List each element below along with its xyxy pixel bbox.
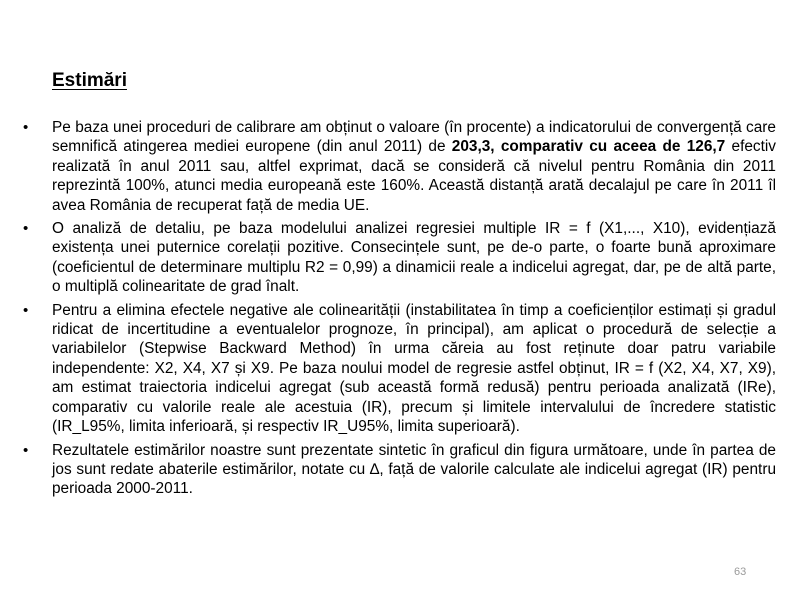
- bullet-dot: •: [23, 220, 29, 238]
- bullet-list: [20, 118, 776, 503]
- slide-title: Estimări: [52, 70, 127, 91]
- bullet-dot: •: [23, 119, 29, 136]
- bullet-item: [20, 441, 776, 499]
- bullet-dot: •: [23, 301, 29, 319]
- bullet-item: [20, 301, 776, 437]
- bullet-text: Rezultatele estimărilor noastre sunt prezentate sintetic în graficul din figura următoare, unde în partea de jos sunt redate abaterile estimărilor, notate cu ∆, față de valorile calculate ale indicelui agregat (IR) pentru perioada 2000-2011.: [52, 441, 776, 498]
- bullet-item: [20, 219, 776, 297]
- bullet-text: O analiză de detaliu, pe baza modelului analizei regresiei multiple IR = f (X1,..., X10), evidențiază existența unei puternice corelații pozitive. Consecințele sunt, pe de-o parte, o foarte bună aproximare (coeficientul de determinare multiplu R2 = 0,99) a dinamicii reale a indicelui agregat, dar, pe de altă parte, o multiplă colinearitate de grad înalt.: [52, 220, 776, 296]
- bullet-text-bold: 203,3, comparativ cu aceea de 126,7: [451, 138, 726, 156]
- bullet-text: Pe baza unei proceduri de calibrare am obținut o valoare (în procente) a indicatorului de convergență care semnifică atingerea mediei europene (din anul 2011) de: [52, 119, 776, 156]
- page-number: 63: [734, 566, 747, 578]
- bullet-text: Pentru a elimina efectele negative ale colinearității (instabilitatea în timp a coeficienților estimați și gradul ridicat de incertitudine a eventualelor prognoze, în principal), am aplicat o procedură de selecție a variabilelor (Stepwise Backward Method) în urma căreia au fost reținute doar patru variabile independente: X2, X4, X7 și X9. Pe baza noului model de regresie astfel obținut, IR = f (X2, X4, X7, X9), am estimat traiectoria indicelui agregat (sub această formă redusă) pentru perioada analizată (IRe), comparativ cu valorile reale ale acestuia (IR), precum și limitele intervalului de încredere statistic (IR_L95%, limita inferioară, și respectiv IR_U95%, limita superioară).: [52, 301, 776, 436]
- bullet-text: efectiv realizată în anul 2011 sau, altfel exprimat, dacă se consideră că nivelul pentru România din 2011 reprezintă 100%, atunci media europeană este 160%. Această distanță arată decalajul pe care în 2011 îl avea România de recuperat față de media UE.: [52, 138, 776, 214]
- bullet-item: [20, 118, 776, 215]
- bullet-dot: •: [23, 441, 29, 459]
